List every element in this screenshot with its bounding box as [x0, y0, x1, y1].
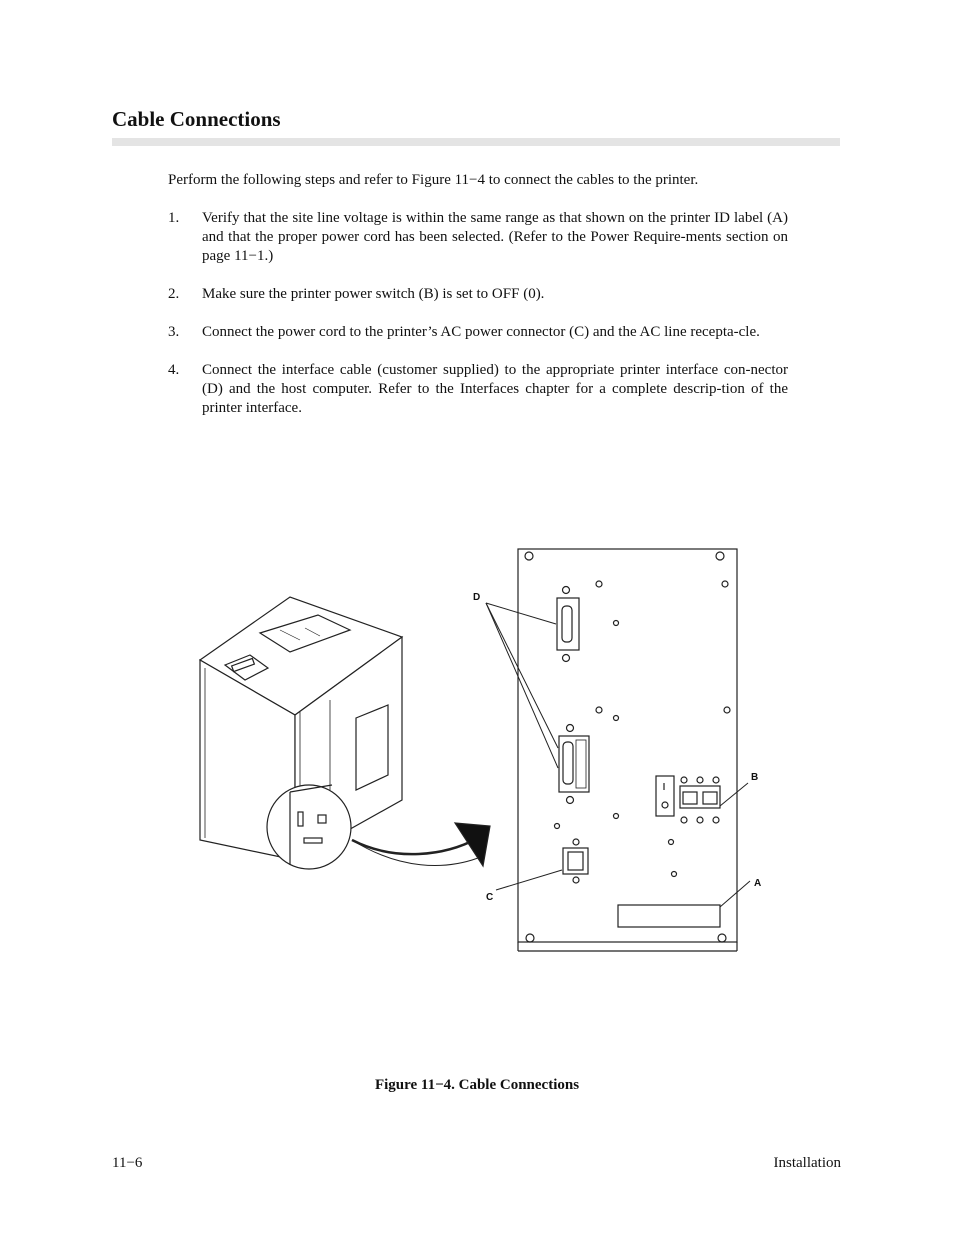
- printer-illustration: [200, 597, 490, 869]
- callout-a: A: [754, 878, 762, 889]
- intro-paragraph: Perform the following steps and refer to Figure 11−4 to connect the cables to the printer.: [168, 172, 699, 188]
- step-text: Connect the interface cable (customer supplied) to the appropriate printer interface con-nector (D) and the host computer. Refer to the Interfaces chapter for a complete descrip-tion of the printer interface.: [202, 362, 788, 416]
- step-text: Connect the power cord to the printer’s AC power connector (C) and the AC line recepta-cle.: [202, 324, 760, 340]
- page-number: 11−6: [112, 1155, 143, 1171]
- section-title: Cable Connections: [112, 107, 281, 131]
- step-number: 2.: [168, 286, 180, 302]
- step-number: 1.: [168, 210, 180, 226]
- step-item: [168, 209, 788, 266]
- step-text: Verify that the site line voltage is within the same range as that shown on the printer ID label (A) and that the proper power cord has been selected. (Refer to the Power Require-ments section on page 11−1.): [202, 210, 788, 264]
- step-number: 3.: [168, 324, 180, 340]
- steps-list: [168, 209, 788, 437]
- callout-d: D: [473, 592, 481, 603]
- step-text: Make sure the printer power switch (B) is set to OFF (0).: [202, 286, 545, 302]
- rear-panel: [518, 549, 737, 951]
- chapter-name: Installation: [773, 1155, 841, 1171]
- step-number: 4.: [168, 362, 180, 378]
- step-item: [168, 285, 788, 304]
- figure-caption: Figure 11−4. Cable Connections: [374, 1077, 580, 1093]
- step-item: [168, 361, 788, 418]
- callout-b: B: [751, 772, 759, 783]
- printer-diagram: [190, 520, 780, 970]
- cable-connections-figure: [190, 520, 780, 970]
- title-rule: [112, 138, 840, 146]
- callout-c: C: [486, 892, 494, 903]
- step-item: [168, 323, 788, 342]
